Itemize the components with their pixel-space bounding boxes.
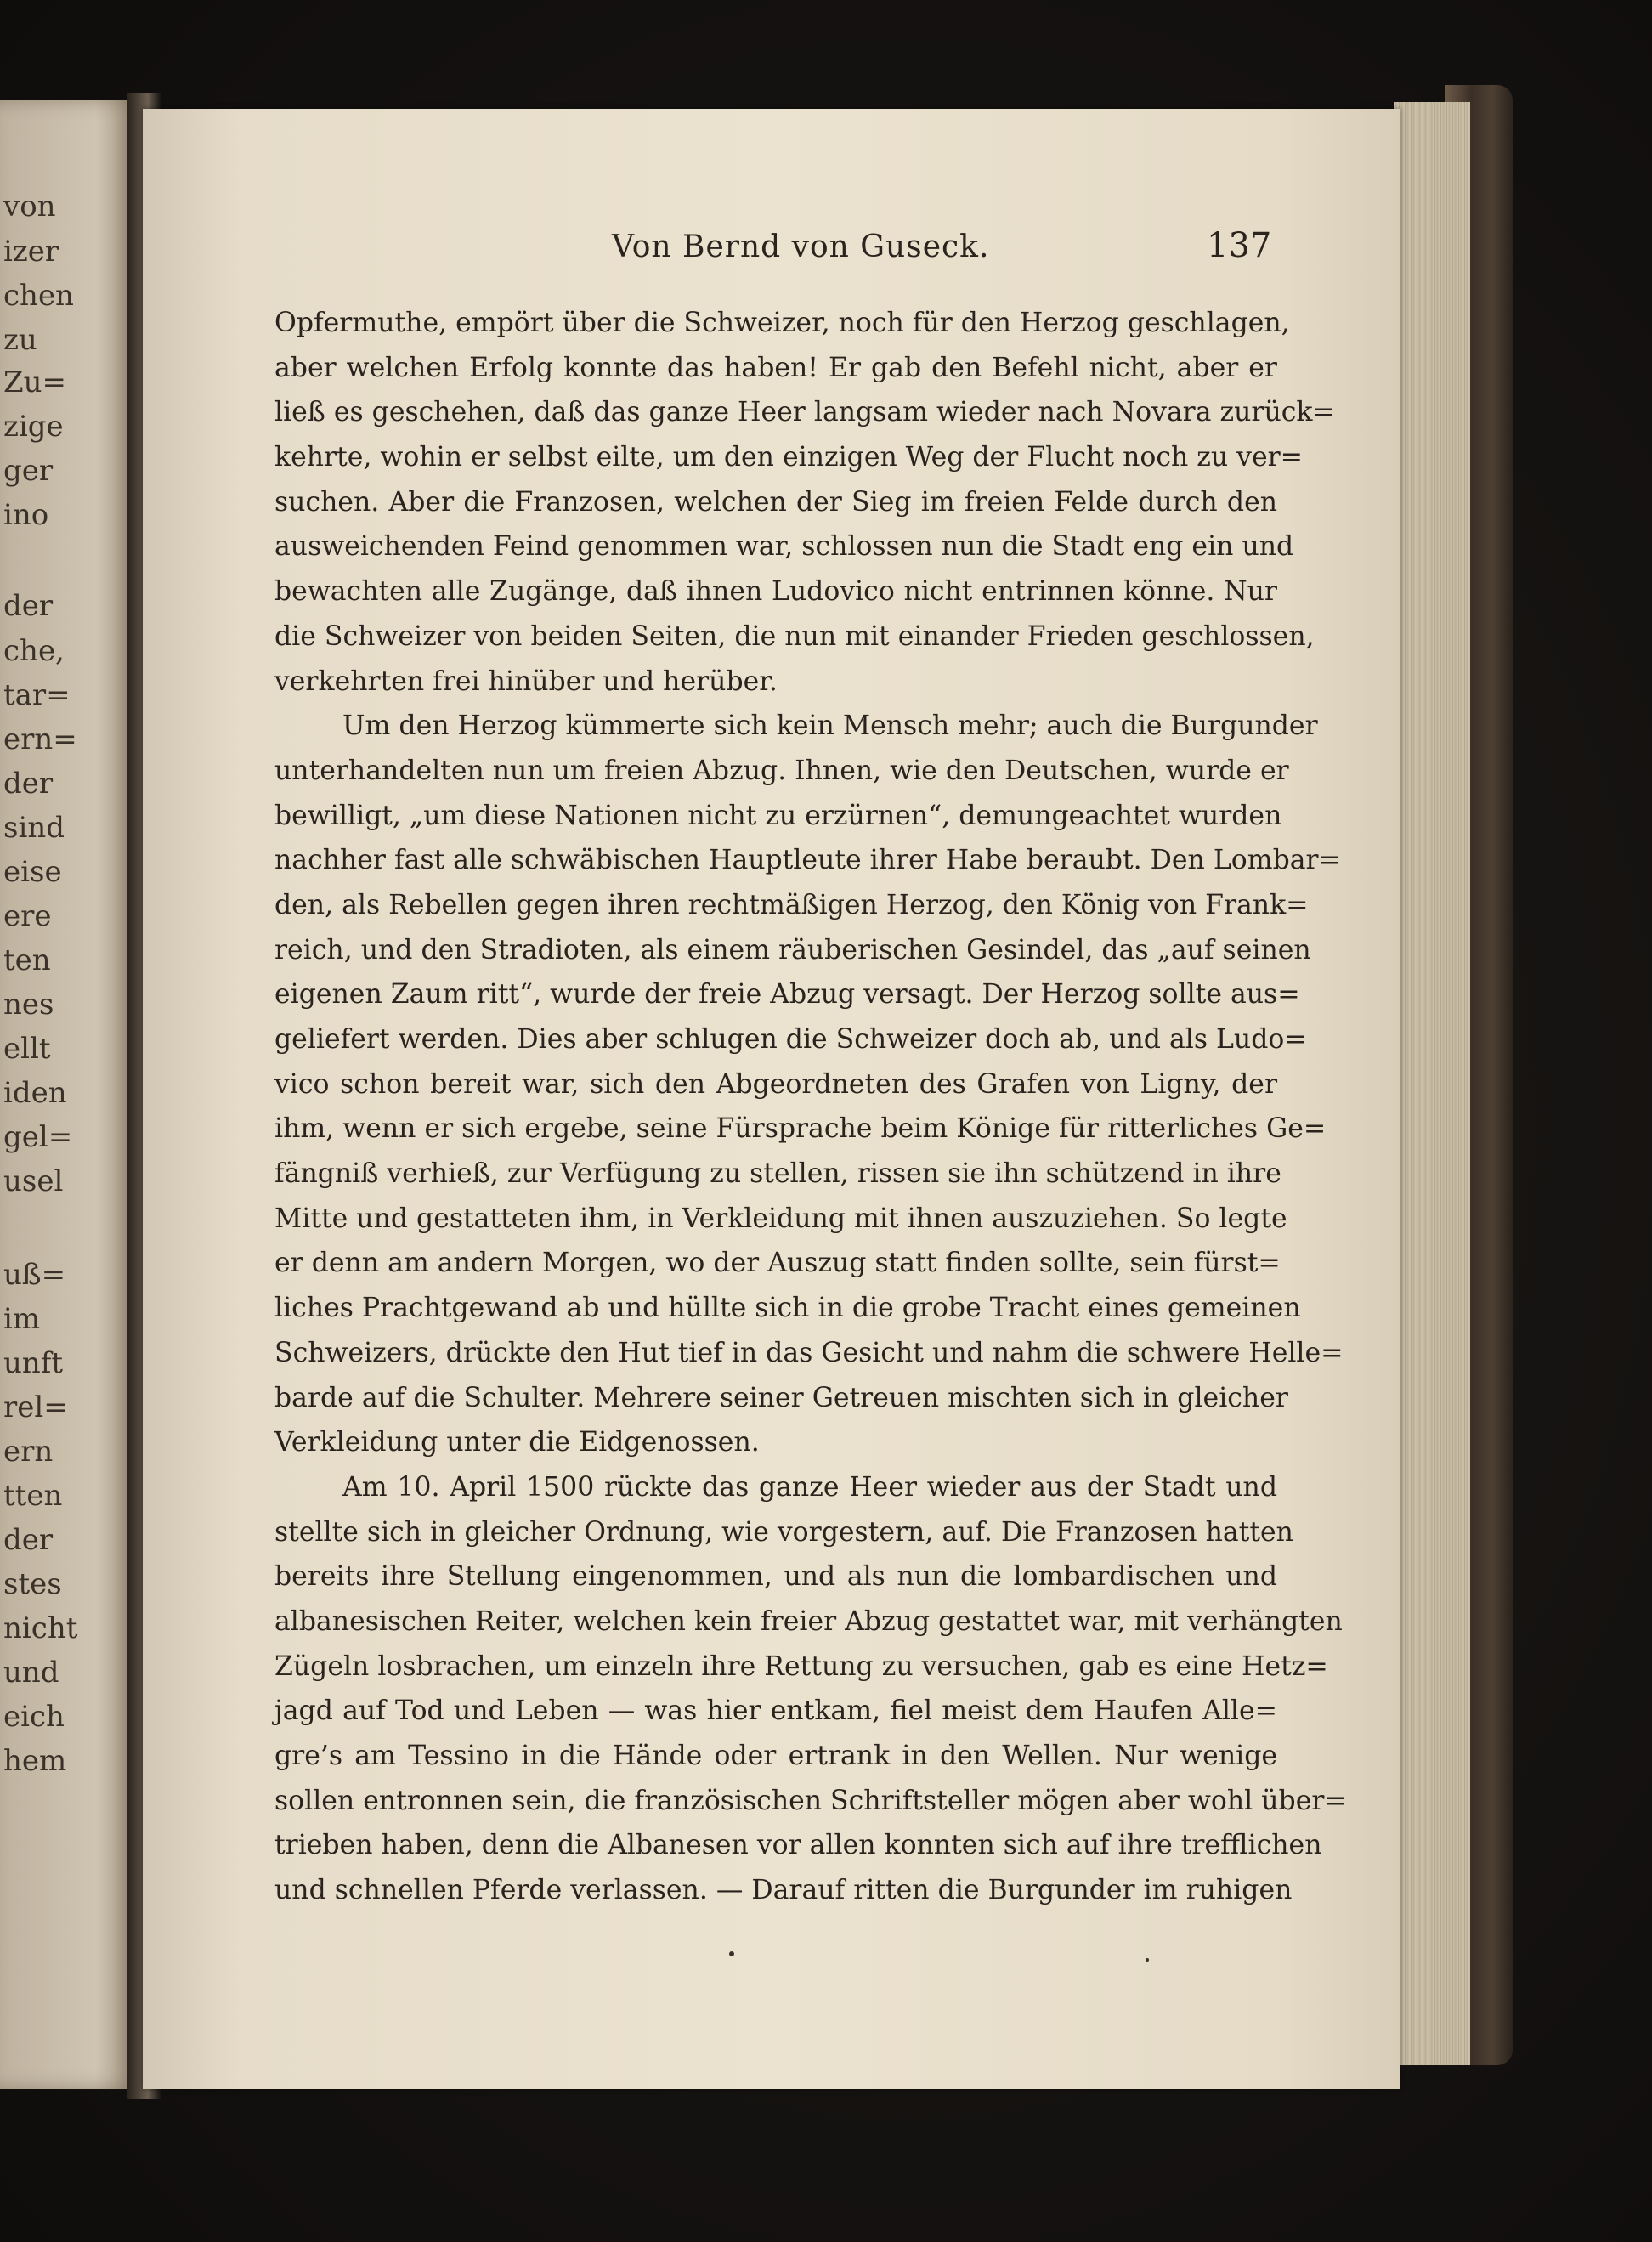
left-page-fragment: von (3, 190, 56, 224)
left-page-fragment: unft (3, 1346, 64, 1380)
left-page-fragment: gel= (3, 1120, 73, 1154)
left-page-fragment: tar= (3, 678, 71, 712)
text-line: bewachten alle Zugänge, daß ihnen Ludovico nicht entrinnen könne. Nur (274, 576, 1277, 608)
text-line: ausweichenden Feind genommen war, schlossen nun die Stadt eng ein und (274, 531, 1294, 563)
text-line: Verkleidung unter die Eidgenossen. (274, 1427, 760, 1458)
left-page-fragment: der (3, 767, 54, 801)
text-line: stellte sich in gleicher Ordnung, wie vorgestern, auf. Die Franzosen hatten (274, 1516, 1293, 1548)
body-text (274, 301, 1347, 1913)
text-line: eigenen Zaum ritt“, wurde der freie Abzug versagt. Der Herzog sollte aus= (274, 979, 1300, 1011)
left-page-fragment: che, (3, 634, 65, 668)
text-line: bereits ihre Stellung eingenommen, und als nun die lombardischen und (274, 1561, 1277, 1593)
text-line: fängniß verhieß, zur Verfügung zu stellen, rissen sie ihn schützend in ihre (274, 1158, 1281, 1190)
left-page-fragment: ere (3, 899, 52, 933)
book-page (143, 109, 1400, 2089)
text-line: Um den Herzog kümmerte sich kein Mensch mehr; auch die Burgunder (342, 711, 1318, 742)
text-line: gre’s am Tessino in die Hände oder ertrank in den Wellen. Nur wenige (274, 1741, 1277, 1771)
text-line: barde auf die Schulter. Mehrere seiner Getreuen mischten sich in gleicher (274, 1382, 1288, 1413)
left-facing-page (0, 100, 136, 2089)
text-line: trieben haben, denn die Albanesen vor allen konnten sich auf ihre trefflichen (274, 1830, 1322, 1861)
left-page-fragment: ino (3, 498, 49, 532)
left-page-fragment: Zu= (3, 365, 67, 399)
left-page-fragment: ten (3, 943, 51, 977)
text-line: den, als Rebellen gegen ihren rechtmäßigen Herzog, den König von Frank= (274, 889, 1309, 920)
left-page-fragment: und (3, 1656, 59, 1690)
text-line: Schweizers, drückte den Hut tief in das Gesicht und nahm die schwere Helle= (274, 1337, 1344, 1368)
left-page-fragment: nes (3, 988, 54, 1022)
text-line: er denn am andern Morgen, wo der Auszug statt finden sollte, sein fürst= (274, 1248, 1281, 1279)
text-line: geliefert werden. Dies aber schlugen die Schweizer doch ab, und als Ludo= (274, 1024, 1307, 1055)
left-page-fragment: uß= (3, 1258, 66, 1292)
text-line: kehrte, wohin er selbst eilte, um den einzigen Weg der Flucht noch zu ver= (274, 442, 1304, 473)
text-line: albanesischen Reiter, welchen kein freier Abzug gestattet war, mit verhängten (274, 1605, 1343, 1637)
left-page-fragment: der (3, 1523, 54, 1557)
left-page-fragment: usel (3, 1164, 64, 1198)
left-page-fragment: eich (3, 1700, 65, 1734)
left-page-fragment: izer (3, 235, 59, 269)
left-page-fragment: ern= (3, 722, 77, 756)
running-head (143, 226, 1400, 280)
text-line: jagd auf Tod und Leben — was hier entkam, fiel meist dem Haufen Alle= (274, 1696, 1277, 1727)
left-page-fragment: ellt (3, 1032, 51, 1066)
left-page-fragment: iden (3, 1076, 67, 1110)
text-line: nachher fast alle schwäbischen Hauptleute ihrer Habe beraubt. Den Lombar= (274, 845, 1341, 876)
left-page-fragment: zige (3, 410, 64, 444)
ink-speck (1146, 1958, 1149, 1962)
text-line: Zügeln losbrachen, um einzeln ihre Rettung zu versuchen, gab es eine Hetz= (274, 1650, 1328, 1682)
page-number: 137 (1207, 226, 1272, 265)
text-line: verkehrten frei hinüber und herüber. (274, 665, 778, 697)
text-line: unterhandelten nun um freien Abzug. Ihnen, wie den Deutschen, wurde er (274, 755, 1289, 786)
left-page-fragment: zu (3, 323, 37, 357)
text-line: Mitte und gestatteten ihm, in Verkleidung mit ihnen auszuziehen. So legte (274, 1203, 1287, 1234)
text-line: und schnellen Pferde verlassen. — Darauf ritten die Burgunder im ruhigen (274, 1875, 1293, 1906)
text-line: reich, und den Stradioten, als einem räuberischen Gesindel, das „auf seinen (274, 934, 1311, 965)
text-line: liches Prachtgewand ab und hüllte sich in die grobe Tracht eines gemeinen (274, 1293, 1301, 1324)
text-line: suchen. Aber die Franzosen, welchen der Sieg im freien Felde durch den (274, 486, 1277, 518)
text-line: bewilligt, „um diese Nationen nicht zu erzürnen“, demungeachtet wurden (274, 800, 1282, 831)
page-block-edges (1394, 102, 1470, 2065)
left-page-fragment: eise (3, 855, 62, 889)
left-page-fragment: der (3, 589, 54, 623)
text-line: die Schweizer von beiden Seiten, die nun mit einander Frieden geschlossen, (274, 620, 1315, 652)
left-page-fragment: ern (3, 1435, 54, 1469)
left-page-fragment: stes (3, 1567, 62, 1601)
text-line: Am 10. April 1500 rückte das ganze Heer wieder aus der Stadt und (342, 1471, 1277, 1503)
left-page-fragment: nicht (3, 1611, 78, 1645)
left-page-fragment: rel= (3, 1390, 68, 1424)
left-page-fragment: tten (3, 1479, 63, 1513)
left-page-fragment: ger (3, 454, 54, 488)
text-line: aber welchen Erfolg konnte das haben! Er gab den Befehl nicht, aber er (274, 352, 1277, 383)
left-page-fragment: im (3, 1302, 41, 1336)
text-line: vico schon bereit war, sich den Abgeordneten des Grafen von Ligny, der (274, 1068, 1277, 1100)
text-line: Opfermuthe, empört über die Schweizer, noch für den Herzog geschlagen, (274, 308, 1290, 338)
left-page-fragment: chen (3, 279, 74, 313)
text-line: ließ es geschehen, daß das ganze Heer langsam wieder nach Novara zurück= (274, 397, 1335, 428)
left-page-fragment: hem (3, 1744, 67, 1778)
text-line: sollen entronnen sein, die französischen Schriftsteller mögen aber wohl über= (274, 1785, 1347, 1816)
ink-speck (729, 1951, 734, 1956)
text-line: ihm, wenn er sich ergebe, seine Fürsprache beim Könige für ritterliches Ge= (274, 1113, 1327, 1145)
running-title: Von Bernd von Guseck. (612, 229, 990, 264)
left-page-fragment: sind (3, 811, 65, 845)
